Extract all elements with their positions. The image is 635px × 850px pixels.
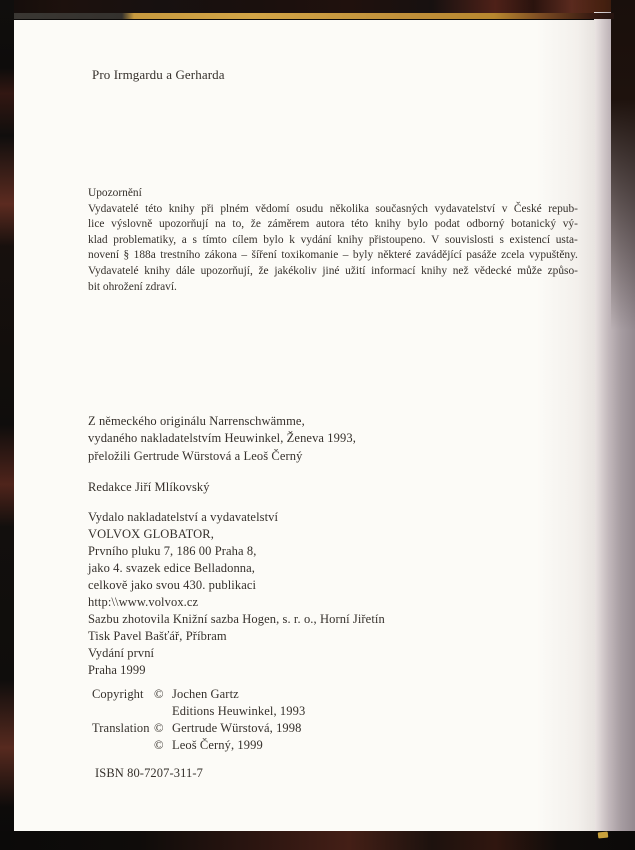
publisher-notice <box>88 186 578 295</box>
original-edition-block <box>88 413 356 465</box>
publisher-block <box>88 509 278 611</box>
place-year-line: Praha 1999 <box>88 663 146 677</box>
publisher-line: celkově jako svou 430. publikaci <box>88 578 257 592</box>
notice-line: Vydavatelé knihy dále upozorňují, že jakékoliv jiné užití informací knihy než vědecké může způso- <box>88 264 578 277</box>
printer-line: Tisk Pavel Bašťář, Příbram <box>88 629 227 643</box>
gilt-top-edge <box>14 13 614 19</box>
notice-line: klad problematiky, a s tímto cílem bylo k vydání knihy přistoupeno. V souvislosti s existencí usta- <box>88 233 578 246</box>
publisher-url: http:\\www.volvox.cz <box>88 595 199 609</box>
copyright-holder: Leoš Černý, 1999 <box>172 738 263 752</box>
copyright-label <box>92 737 154 754</box>
binding-shadow-right <box>611 0 635 330</box>
copyright-symbol <box>154 703 172 720</box>
copyright-row <box>92 737 305 754</box>
copyright-row <box>92 720 305 737</box>
notice-heading: Upozornění <box>88 187 142 199</box>
dedication-line: Pro Irmgardu a Gerharda <box>92 67 225 82</box>
publisher-line: Vydalo nakladatelství a vydavatelství <box>88 510 279 524</box>
notice-line: novení § 188a trestního zákona – šíření toxikomanie – byly některé zavádějící pasáže zcela vypuštěny. <box>88 249 578 262</box>
notice-line: bit ohrožení zdraví. <box>88 280 177 293</box>
copyright-symbol: © <box>154 687 164 701</box>
edition-line: Vydání první <box>88 646 155 660</box>
copyright-symbol: © <box>154 721 164 735</box>
imprint-page <box>14 20 595 831</box>
origin-line: přeložili Gertrude Würstová a Leoš Černý <box>88 448 303 463</box>
printing-block <box>88 611 385 679</box>
copyright-row <box>92 686 305 703</box>
origin-line: vydaného nakladatelstvím Heuwinkel, Ženeva 1993, <box>88 431 356 446</box>
notice-line: lice výslovně upozorňují na to, že záměrem autora této knihy bylo podat odborný botanický vý- <box>88 218 578 231</box>
editor-line: Redakce Jiří Mlíkovský <box>88 480 210 494</box>
copyright-holder: Gertrude Würstová, 1998 <box>172 721 302 735</box>
binding-texture-left <box>0 0 14 850</box>
copyright-row <box>92 703 305 720</box>
copyright-holder: Editions Heuwinkel, 1993 <box>172 704 306 718</box>
gilt-fleck <box>598 831 609 838</box>
publisher-address: Prvního pluku 7, 186 00 Praha 8, <box>88 544 257 558</box>
copyright-block <box>92 686 305 754</box>
publisher-name: VOLVOX GLOBATOR, <box>88 527 214 541</box>
copyright-holder: Jochen Gartz <box>172 687 239 701</box>
isbn-line: ISBN 80-7207-311-7 <box>95 766 203 780</box>
copyright-label: Copyright <box>92 687 144 701</box>
binding-texture-bottom <box>0 831 635 850</box>
typesetting-line: Sazbu zhotovila Knižní sazba Hogen, s. r. o., Horní Jiřetín <box>88 612 385 626</box>
copyright-label: Translation <box>92 721 150 735</box>
notice-line: Vydavatelé této knihy při plném vědomí osudu několika současných vydavatelství v České repub- <box>88 202 578 215</box>
binding-texture-top <box>0 0 635 13</box>
publisher-line: jako 4. svazek edice Belladonna, <box>88 561 256 575</box>
origin-line: Z německého originálu Narrenschwämme, <box>88 414 305 428</box>
copyright-label <box>92 703 154 720</box>
copyright-symbol: © <box>154 738 164 752</box>
